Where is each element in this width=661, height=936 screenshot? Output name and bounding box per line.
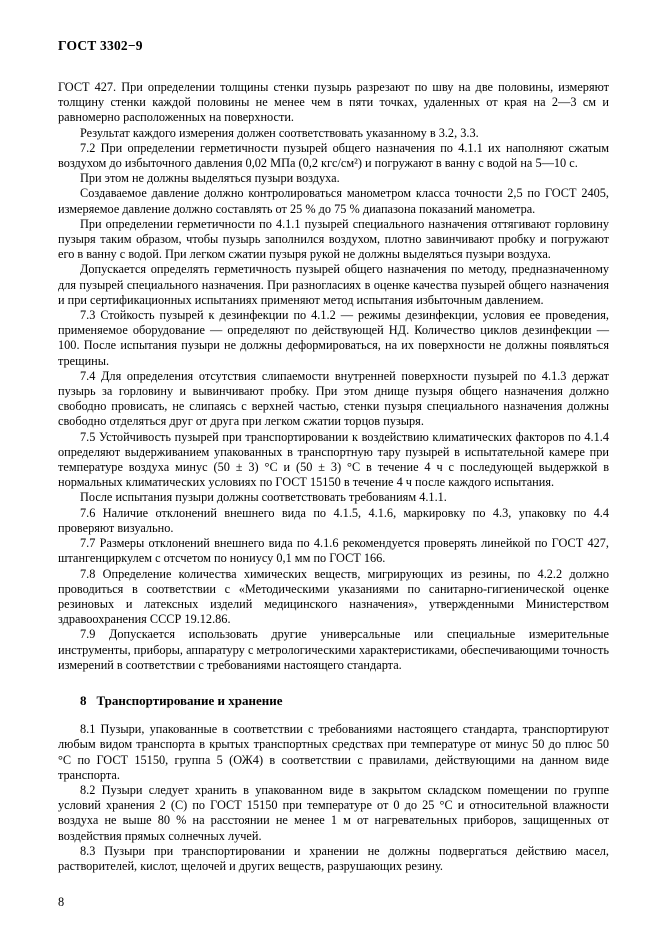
section-number: 8 — [80, 692, 87, 708]
paragraph-7-6: 7.6 Наличие отклонений внешнего вида по 4.1.5, 4.1.6, маркировку по 4.3, упаковку по 4.4 проверяют визуально. — [58, 505, 609, 535]
section-title: Транспортирование и хранение — [96, 692, 283, 708]
page-header: ГОСТ 3302−9 — [58, 38, 143, 53]
paragraph-7-2: 7.2 При определении герметичности пузырей общего назначения по 4.1.1 их наполняют сжатым воздухом до избыточного давления 0,02 МПа (0,2 кгс/см²) и погружают в ванну с водой на 5—10 с. — [58, 140, 609, 171]
paragraph-pressure: Создаваемое давление должно контролироваться манометром класса точности 2,5 по ГОСТ 2405, измеряемое давление должно составлять от 25 % до 75 % диапазона показаний манометра. — [58, 186, 609, 216]
document-body — [58, 80, 609, 874]
paragraph-7-7: 7.7 Размеры отклонений внешнего вида по 4.1.6 рекомендуется проверять линейкой по ГОСТ 427, штангенциркулем с отсчетом по нониусу 0,1 мм по ГОСТ 166. — [58, 536, 609, 566]
paragraph-8-1: 8.1 Пузыри, упакованные в соответствии с требованиями настоящего стандарта, транспортируют любым видом транспорта в крытых транспортных средствах при температуре от минус 50 до плюс 50 °С по ГОСТ 15150, группа 5 (ОЖ4) в соответствии с правилами, действующими на данном виде транспорта. — [58, 722, 609, 782]
paragraph-no-bubbles: При этом не должны выделяться пузыри воздуха. — [80, 171, 340, 186]
paragraph-7-8: 7.8 Определение количества химических веществ, мигрирующих из резины, по 4.2.2 должно проводиться в соответствии с «Методическими указаниями по санитарно-гигиенической оценке резиновых и латексных изделий медицинского назначения», утвержденными Министерством здравоохранения СССР 19.12.86. — [58, 566, 609, 627]
page-number: 8 — [58, 895, 65, 909]
paragraph-8-3: 8.3 Пузыри при транспортировании и хранении не должны подвергаться действию масел, растворителей, кислот, щелочей и других веществ, разрушающих резину. — [58, 843, 609, 873]
paragraph-result: Результат каждого измерения должен соответствовать указанному в 3.2, 3.3. — [80, 125, 479, 140]
section-heading-8 — [58, 693, 609, 708]
paragraph-allowed: Допускается определять герметичность пузырей общего назначения по методу, предназначенному для пузырей специального назначения. При разногласиях в оценке качества пузырей общего назначения и при сертификационных испытаниях применяют метод испытания избыточным давлением. — [58, 262, 609, 307]
paragraph-7-9: 7.9 Допускается использовать другие универсальные или специальные измерительные инструменты, приборы, аппаратуру с метрологическими характеристиками, обеспечивающими точность измерений в соответствии с требованиями настоящего стандарта. — [58, 627, 609, 672]
paragraph-after-test: После испытания пузыри должны соответствовать требованиям 4.1.1. — [80, 490, 447, 505]
paragraph-7-3: 7.3 Стойкость пузырей к дезинфекции по 4.1.2 — режимы дезинфекции, условия ее проведения, применяемое оборудование — определяют по действующей НД. Количество циклов дезинфекции — 100. После испытания пузыри не должны деформироваться, на их поверхности не должны появляться трещины. — [58, 308, 609, 368]
paragraph-gost427: ГОСТ 427. При определении толщины стенки пузырь разрезают по шву на две половины, измеряют толщину стенки каждой половины не менее чем в пяти точках, удаленных от края на 2—3 см и равномерно расположенных на поверхности. — [58, 80, 609, 125]
paragraph-special: При определении герметичности по 4.1.1 пузырей специального назначения оттягивают горловину пузыря таким образом, чтобы пузырь заполнился воздухом, плотно завинчивают пробку и погружают его в ванну с водой. При легком сжатии пузыря рукой не должны выделяться пузыри воздуха. — [58, 216, 609, 262]
paragraph-8-2: 8.2 Пузыри следует хранить в упакованном виде в закрытом складском помещении по группе условий хранения 2 (С) по ГОСТ 15150 при температуре от 0 до 25 °С и относительной влажности воздуха не выше 80 % на расстоянии не менее 1 м от нагревательных приборов, защищенных от воздействия прямых солнечных лучей. — [58, 782, 609, 843]
paragraph-7-5: 7.5 Устойчивость пузырей при транспортировании к воздействию климатических факторов по 4.1.4 определяют выдерживанием упакованных в транспортную тару пузырей в испытательной камере при температуре воздуха минус (50 ± 3) °С и (50 ± 3) °С в течение 4 ч с последующей выдержкой в нормальных климатических условиях по ГОСТ 15150 в течение 4 ч после каждого испытания. — [58, 429, 609, 490]
paragraph-7-4: 7.4 Для определения отсутствия слипаемости внутренней поверхности пузырей по 4.1.3 держат пузырь за горловину и вывинчивают пробку. При этом днище пузыря общего назначения должно свободно провисать, не слипаясь с верхней частью, стенки пузыря специального назначения должны свободно отделяться друг от друга при легком сжатии торцов пузыря. — [58, 368, 609, 429]
